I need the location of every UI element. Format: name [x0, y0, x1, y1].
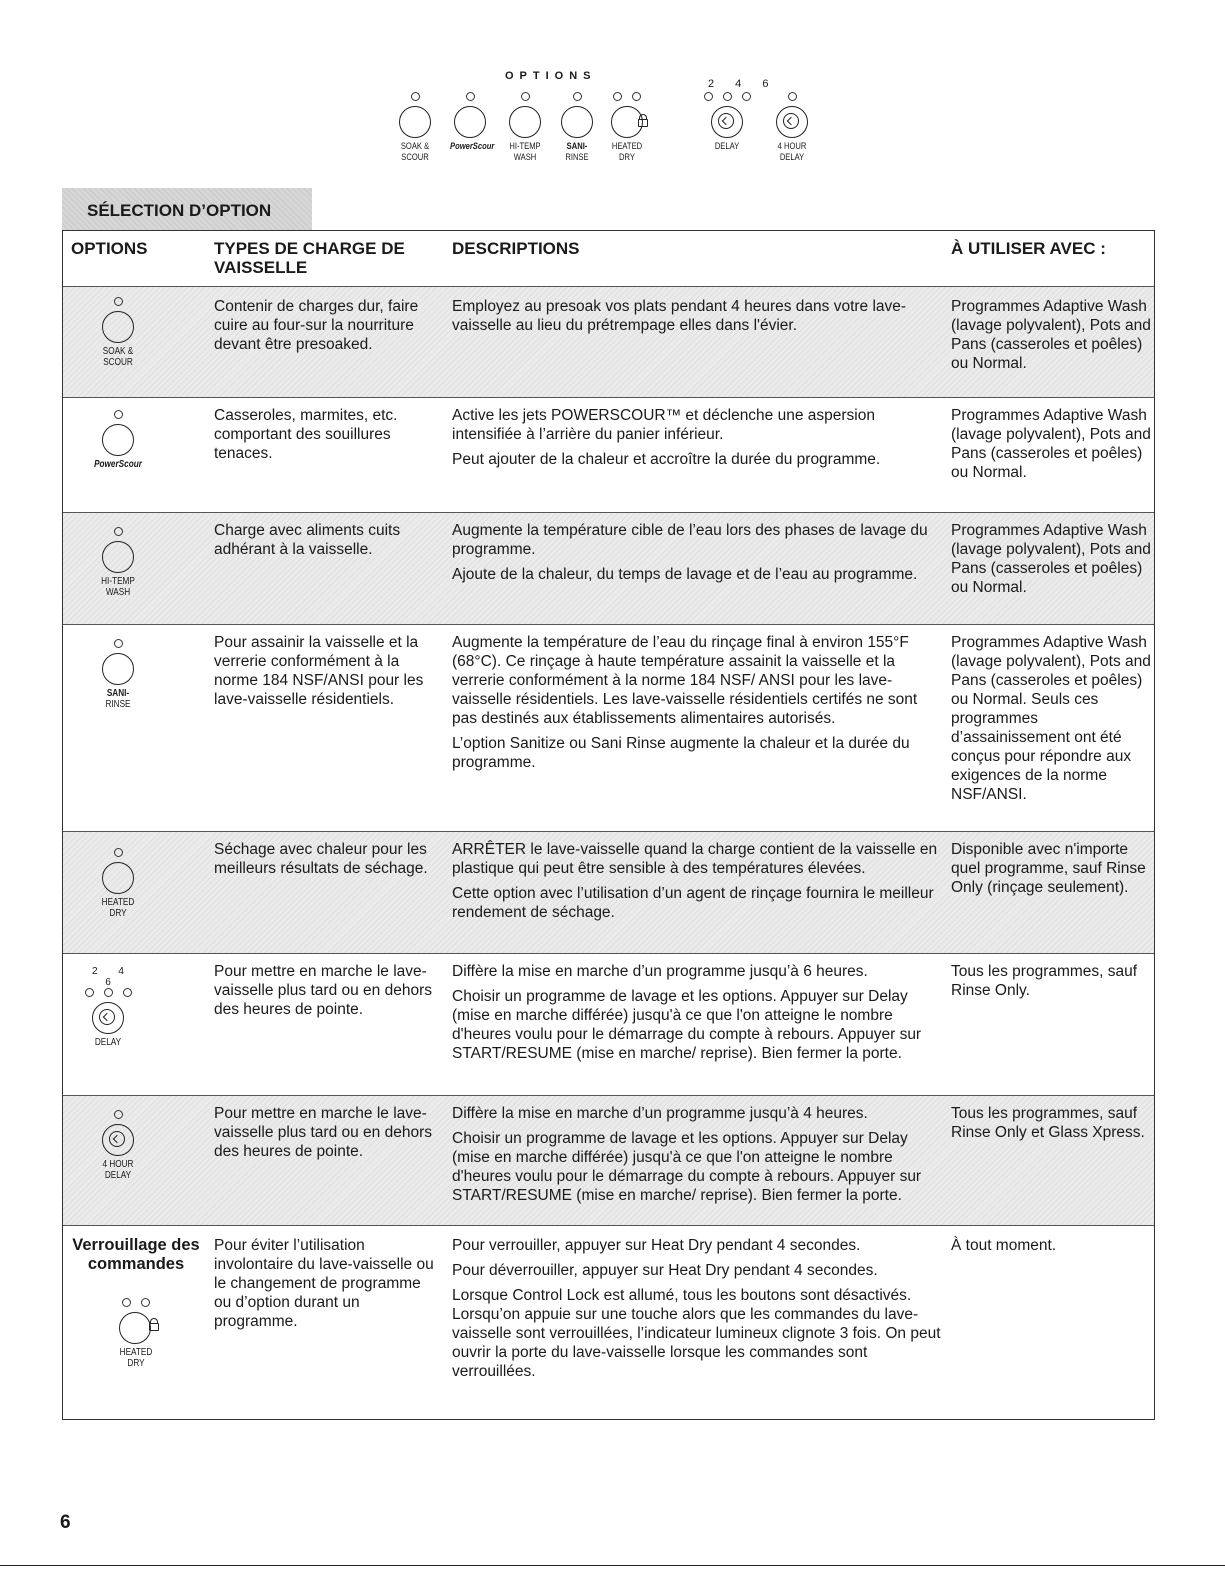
row-use-with: Tous les programmes, sauf Rinse Only. [951, 963, 1138, 999]
clock-icon [102, 1124, 134, 1156]
button-circle-icon [454, 106, 486, 138]
row-use-with: Tous les programmes, sauf Rinse Only et Glass Xpress. [951, 1105, 1145, 1141]
footer-divider [0, 1565, 1225, 1566]
row-description: ARRÊTER le lave-vaisselle quand la charge contient de la vaisselle en plastique qui peut être sensible à des températures élevées. Cette option avec l’utilisation d’un agent de rinçage fournira le meilleur rendement de séchage. [452, 841, 938, 921]
sani-rinse-icon: SANI- RINSE [83, 639, 153, 710]
button-circle-icon [509, 106, 541, 138]
clock-icon [92, 1002, 124, 1034]
header-use-with: À UTILISER AVEC : [951, 239, 1106, 258]
row-types: Pour mettre en marche le lave-vaisselle plus tard ou en dehors des heures de pointe. [214, 963, 432, 1018]
table-row [63, 286, 1154, 398]
clock-icon [711, 106, 743, 138]
button-circle-icon [399, 106, 431, 138]
delay-icon: 2 4 6 DELAY [73, 966, 143, 1048]
row-description: Diffère la mise en marche d’un programme jusqu’à 4 heures. Choisir un programme de lavage et les options. Appuyer sur Delay (mise en marche différée) jusqu'à ce que l'on atteigne le nombre d'heures voulu pour le démarrage du compte à rebours. Appuyer sur START/RESUME (mise en marche/ reprise). Bien fermer la porte. [452, 1105, 922, 1204]
delay-button: DELAY [702, 92, 752, 152]
row-types: Contenir de charges dur, faire cuire au four-sur la nourriture devant être presoaked. [214, 298, 419, 353]
indicator-light-icon [466, 92, 475, 101]
header-options: OPTIONS [71, 239, 148, 258]
indicator-lights-icon [602, 92, 652, 101]
header-descriptions: DESCRIPTIONS [452, 239, 580, 258]
row-description: Augmente la température cible de l’eau lors des phases de lavage du programme. Ajoute de la chaleur, du temps de lavage et de l’eau au programme. [452, 522, 928, 583]
table-row [63, 1225, 1154, 1420]
row-description: Augmente la température de l’eau du rinçage final à environ 155°F (68°C). Ce rinçage à haute température assainit la vaisselle et la verrerie conformément à la norme 184 NSF/ ANSI pour les lave-vaisselle résidentiels. Les lave-vaisselle résidentiels certifés ne sont pas destinés aux établissements alimentaires autorisés. L’option Sanitize ou Sani Rinse augmente la chaleur et la durée du programme. [452, 634, 918, 771]
row-description: Diffère la mise en marche d’un programme jusqu’à 6 heures. Choisir un programme de lavage et les options. Appuyer sur Delay (mise en marche différée) jusqu'à ce que l'on atteigne le nombre d'heures voulu pour le démarrage du compte à rebours. Appuyer sur START/RESUME (mise en marche/ reprise). Bien fermer la porte. [452, 963, 922, 1062]
table-header-row [63, 231, 1154, 286]
indicator-light-icon [573, 92, 582, 101]
row-description: Active les jets POWERSCOUR™ et déclenche une aspersion intensifiée à l’arrière du panier inférieur. Peut ajouter de la chaleur et accroître la durée du programme. [452, 407, 881, 468]
row-types: Charge avec aliments cuits adhérant à la vaisselle. [214, 522, 401, 558]
row-types: Pour mettre en marche le lave-vaisselle plus tard ou en dehors des heures de pointe. [214, 1105, 432, 1160]
table-row [63, 624, 1154, 832]
control-lock-title: Verrouillage des commandes [72, 1236, 200, 1273]
section-title: SÉLECTION D’OPTION [87, 201, 272, 220]
table-row [63, 1095, 1154, 1226]
row-types: Pour assainir la vaisselle et la verrerie conformément à la norme 184 NSF/ANSI pour les lave-vaisselle résidentiels. [214, 634, 424, 708]
row-use-with: Programmes Adaptive Wash (lavage polyvalent), Pots and Pans (casseroles et poêles) ou Normal. [951, 522, 1151, 596]
indicator-light-icon [521, 92, 530, 101]
table-row [63, 953, 1154, 1096]
options-title: OPTIONS [505, 70, 597, 82]
indicator-lights-icon [702, 92, 752, 101]
sani-rinse-button: SANI- RINSE [552, 92, 602, 163]
row-use-with: À tout moment. [951, 1237, 1057, 1254]
4-hour-delay-button: 4 HOUR DELAY [767, 92, 817, 163]
clock-icon [776, 106, 808, 138]
control-lock-icon: HEATED DRY [101, 1298, 171, 1369]
lock-icon [149, 1318, 158, 1328]
hi-temp-wash-icon: HI-TEMP WASH [83, 527, 153, 598]
page-number: 6 [60, 1512, 71, 1533]
powerscour-button: PowerScour [445, 92, 495, 152]
control-panel-illustration [380, 70, 840, 185]
button-circle-icon [561, 106, 593, 138]
row-use-with: Programmes Adaptive Wash (lavage polyvalent), Pots and Pans (casseroles et poêles) ou Normal. Seuls ces programmes d’assainissement ont été conçus pour répondre aux exigences de la norme NSF/ANSI. [951, 634, 1151, 803]
soak-scour-button: SOAK & SCOUR [390, 92, 440, 163]
row-description: Employez au presoak vos plats pendant 4 heures dans votre lave-vaisselle au lieu du prétrempage elles dans l'évier. [452, 298, 907, 334]
soak-scour-icon: SOAK & SCOUR [83, 297, 153, 368]
hi-temp-wash-button: HI-TEMP WASH [500, 92, 550, 163]
table-row [63, 397, 1154, 513]
row-description: Pour verrouiller, appuyer sur Heat Dry pendant 4 secondes. Pour déverrouiller, appuyer sur Heat Dry pendant 4 secondes. Lorsque Control Lock est allumé, tous les boutons sont désactivés. Lorsqu’on appuie sur une touche alors que les commandes du lave-vaisselle sont verrouillées, l’indicateur lumineux clignote 3 fois. On peut ouvrir la porte du lave-vaisselle lorsque les commandes sont verrouillées. [452, 1237, 941, 1380]
row-use-with: Programmes Adaptive Wash (lavage polyvalent), Pots and Pans (casseroles et poêles) ou Normal. [951, 298, 1151, 372]
table-row [63, 512, 1154, 625]
row-use-with: Disponible avec n'importe quel programme, sauf Rinse Only (rinçage seulement). [951, 841, 1146, 896]
heated-dry-button: HEATED DRY [602, 92, 652, 163]
row-types: Pour éviter l’utilisation involontaire du lave-vaisselle ou le changement de programme ou d’option durant un programme. [214, 1237, 434, 1330]
section-tab [62, 188, 312, 230]
row-use-with: Programmes Adaptive Wash (lavage polyvalent), Pots and Pans (casseroles et poêles) ou Normal. [951, 407, 1151, 481]
row-types: Séchage avec chaleur pour les meilleurs résultats de séchage. [214, 841, 428, 877]
options-table [62, 230, 1155, 1420]
indicator-light-icon [788, 92, 797, 101]
indicator-light-icon [411, 92, 420, 101]
row-types: Casseroles, marmites, etc. comportant des souillures tenaces. [214, 407, 398, 462]
powerscour-icon: PowerScour [83, 410, 153, 470]
heated-dry-icon: HEATED DRY [83, 848, 153, 919]
delay-hours-label: 2 4 6 [708, 78, 778, 90]
header-types: TYPES DE CHARGE DE VAISSELLE [214, 239, 405, 277]
lock-icon [638, 114, 647, 124]
4-hour-delay-icon: 4 HOUR DELAY [83, 1110, 153, 1181]
table-row [63, 831, 1154, 954]
